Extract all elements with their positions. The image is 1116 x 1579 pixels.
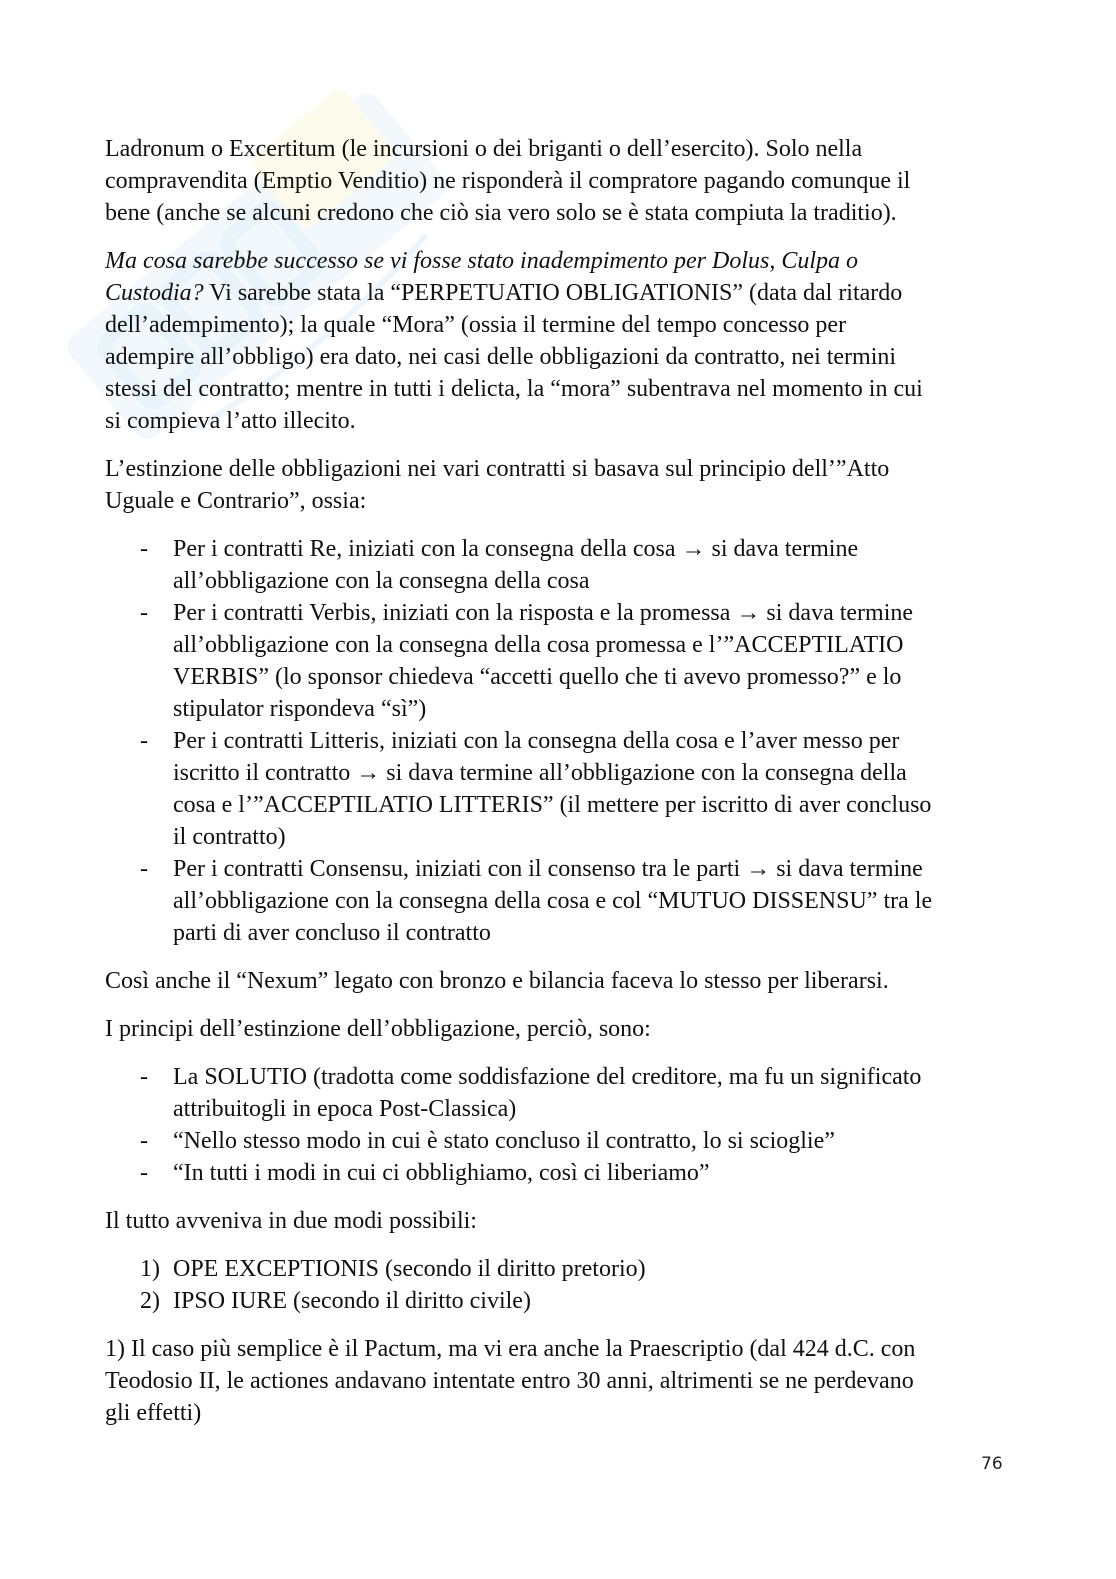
text-line <box>105 1333 1025 1365</box>
text-line <box>105 245 1025 277</box>
text-run: Uguale e Contrario”, ossia: <box>105 488 367 514</box>
text-run: Vi sarebbe stata la “PERPETUATIO OBLIGATIONIS” (data dal ritardo <box>203 280 903 306</box>
text-run: compravendita (Emptio Venditio) ne risponderà il compratore pagando comunque il <box>105 168 911 194</box>
paragraph <box>105 1205 1025 1237</box>
text-line <box>105 1205 1025 1237</box>
list-marker: 1) <box>140 1256 160 1282</box>
document-body <box>105 133 1025 1445</box>
italic-text: Custodia? <box>105 280 204 306</box>
text-run: Ladronum o Excertitum (le incursioni o dei briganti o dell’esercito). Solo nella <box>105 136 863 162</box>
paragraph <box>105 1013 1025 1045</box>
list-item-line: parti di aver concluso il contratto <box>173 920 491 946</box>
text-line <box>105 197 1025 229</box>
list-item-line: La SOLUTIO (tradotta come soddisfazione del creditore, ma fu un significato <box>173 1064 922 1090</box>
text-run: stessi del contratto; mentre in tutti i delicta, la “mora” subentrava nel momento in cui <box>105 376 923 402</box>
list-item <box>105 1061 1025 1125</box>
text-run: gli effetti) <box>105 1400 202 1426</box>
text-run: Teodosio II, le actiones andavano intentate entro 30 anni, altrimenti se ne perdevano <box>105 1368 914 1394</box>
italic-text: Ma cosa sarebbe successo se vi fosse stato inadempimento per Dolus, Culpa o <box>105 248 859 274</box>
list-item <box>105 1253 1025 1285</box>
list <box>105 1061 1025 1189</box>
text-line <box>105 1397 1025 1429</box>
list-item-line: stipulator rispondeva “sì”) <box>173 696 427 722</box>
list-marker: - <box>140 1064 148 1090</box>
list-item-line: all’obbligazione con la consegna della cosa <box>173 568 590 594</box>
text-run: adempire all’obbligo) era dato, nei casi delle obbligazioni da contratto, nei termini <box>105 344 897 370</box>
text-line <box>105 133 1025 165</box>
text-line <box>105 277 1025 309</box>
list-item-line: attribuitogli in epoca Post-Classica) <box>173 1096 517 1122</box>
text-line <box>105 485 1025 517</box>
text-line <box>105 405 1025 437</box>
paragraph <box>105 453 1025 517</box>
text-line <box>105 373 1025 405</box>
page-number: 76 <box>981 1454 1003 1474</box>
list-item-line: OPE EXCEPTIONIS (secondo il diritto pretorio) <box>173 1256 646 1282</box>
paragraph <box>105 1333 1025 1429</box>
list-item-line: Per i contratti Consensu, iniziati con il consenso tra le parti → si dava termine <box>173 856 923 882</box>
list-item-line: “In tutti i modi in cui ci obblighiamo, così ci liberiamo” <box>173 1160 710 1186</box>
list-item-line: IPSO IURE (secondo il diritto civile) <box>173 1288 531 1314</box>
list-marker: 2) <box>140 1288 160 1314</box>
list-marker: - <box>140 1128 148 1154</box>
list <box>105 533 1025 949</box>
list-item <box>105 853 1025 949</box>
list-item <box>105 1285 1025 1317</box>
text-run: I principi dell’estinzione dell’obbligazione, perciò, sono: <box>105 1016 651 1042</box>
list-item <box>105 597 1025 725</box>
paragraph <box>105 965 1025 997</box>
list-marker: - <box>140 856 148 882</box>
list-item-line: Per i contratti Re, iniziati con la consegna della cosa → si dava termine <box>173 536 859 562</box>
list-item-line: cosa e l’”ACCEPTILATIO LITTERIS” (il mettere per iscritto di aver concluso <box>173 792 932 818</box>
text-run: bene (anche se alcuni credono che ciò sia vero solo se è stata compiuta la traditio). <box>105 200 897 226</box>
list-item <box>105 1125 1025 1157</box>
text-line <box>105 309 1025 341</box>
text-run: L’estinzione delle obbligazioni nei vari contratti si basava sul principio dell’”Atto <box>105 456 890 482</box>
text-line <box>105 1365 1025 1397</box>
list-item-line: Per i contratti Litteris, iniziati con la consegna della cosa e l’aver messo per <box>173 728 900 754</box>
list-item <box>105 1157 1025 1189</box>
text-line <box>105 453 1025 485</box>
list-item-line: Per i contratti Verbis, iniziati con la risposta e la promessa → si dava termine <box>173 600 914 626</box>
list-item-line: iscritto il contratto → si dava termine all’obbligazione con la consegna della <box>173 760 907 786</box>
text-line <box>105 1013 1025 1045</box>
list-item-line: all’obbligazione con la consegna della cosa e col “MUTUO DISSENSU” tra le <box>173 888 933 914</box>
paragraph <box>105 133 1025 229</box>
list-item <box>105 533 1025 597</box>
text-line <box>105 165 1025 197</box>
paragraph <box>105 245 1025 437</box>
text-line <box>105 341 1025 373</box>
text-run: Il tutto avveniva in due modi possibili: <box>105 1208 477 1234</box>
text-run: dell’adempimento); la quale “Mora” (ossia il termine del tempo concesso per <box>105 312 847 338</box>
list-item <box>105 725 1025 853</box>
text-line <box>105 965 1025 997</box>
text-run: si compieva l’atto illecito. <box>105 408 356 434</box>
list-item-line: “Nello stesso modo in cui è stato concluso il contratto, lo si scioglie” <box>173 1128 835 1154</box>
list-item-line: all’obbligazione con la consegna della cosa promessa e l’”ACCEPTILATIO <box>173 632 904 658</box>
text-run: Così anche il “Nexum” legato con bronzo e bilancia faceva lo stesso per liberarsi. <box>105 968 889 994</box>
list-marker: - <box>140 536 148 562</box>
list <box>105 1253 1025 1317</box>
list-marker: - <box>140 600 148 626</box>
list-marker: - <box>140 1160 148 1186</box>
list-marker: - <box>140 728 148 754</box>
text-run: 1) Il caso più semplice è il Pactum, ma vi era anche la Praescriptio (dal 424 d.C. con <box>105 1336 916 1362</box>
list-item-line: VERBIS” (lo sponsor chiedeva “accetti quello che ti avevo promesso?” e lo <box>173 664 902 690</box>
list-item-line: il contratto) <box>173 824 286 850</box>
